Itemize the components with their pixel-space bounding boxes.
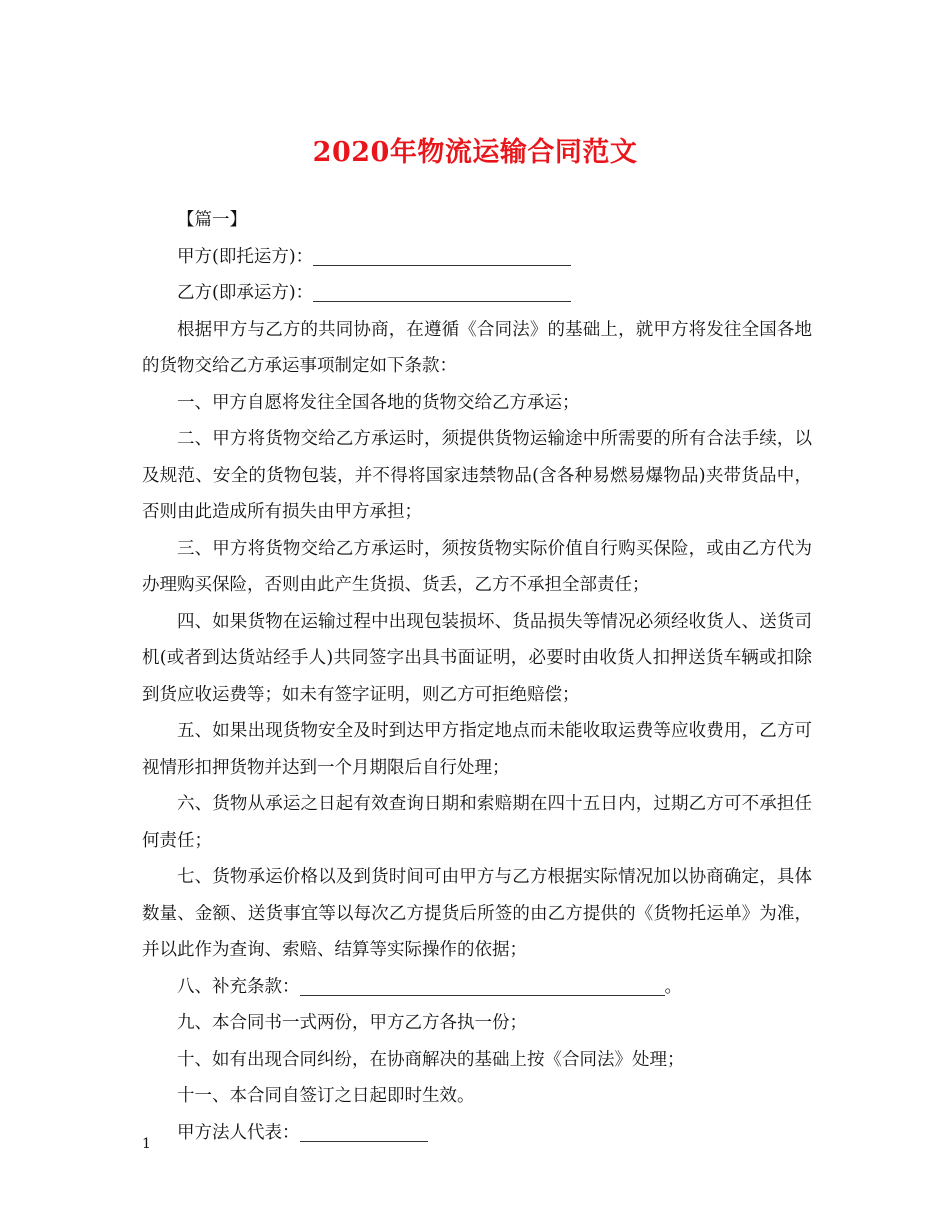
- clause-8-end: 。: [664, 976, 682, 997]
- clause-7: 七、货物承运价格以及到货时间可由甲方与乙方根据实际情况加以协商确定，具体数量、金额、送货事宜等以每次乙方提货后所签的由乙方提供的《货物托运单》为准，并以此作为查询、索赔、结算等实际操作的依据；: [142, 867, 812, 960]
- section-heading: 【篇一】: [177, 210, 247, 230]
- party-b-blank: [313, 279, 571, 302]
- clause-4: 四、如果货物在运输过程中出现包装损坏、货品损失等情况必须经收货人、送货司机(或者到达货站经手人)共同签字出具书面证明，必要时由收货人扣押送货车辆或扣除到货应收运费等；如未有签字证明，则乙方可拒绝赔偿；: [142, 611, 812, 705]
- clause-8-line: [142, 969, 812, 1006]
- clause-10: 十、如有出现合同纠纷，在协商解决的基础上按《合同法》处理；: [177, 1049, 685, 1070]
- clause-5: 五、如果出现货物安全及时到达甲方指定地点而未能收取运费等应收费用，乙方可视情形扣押货物并达到一个月期限后自行处理；: [142, 721, 812, 778]
- party-a-blank: [313, 243, 571, 266]
- signature-a-label: 甲方法人代表：: [177, 1122, 300, 1143]
- clause-2: 二、甲方将货物交给乙方承运时，须提供货物运输途中所需要的所有合法手续，以及规范、安全的货物包装，并不得将国家违禁物品(含各种易燃易爆物品)夹带货品中，否则由此造成所有损失由甲方承担；: [142, 429, 812, 522]
- clause-9: 九、本合同书一式两份，甲方乙方各执一份；: [177, 1013, 527, 1033]
- document-body: [142, 202, 812, 1151]
- supplement-blank: [300, 973, 665, 996]
- clause-1: 一、甲方自愿将发往全国各地的货物交给乙方承运；: [177, 392, 580, 413]
- party-b-line: [142, 275, 812, 312]
- party-a-line: [142, 239, 812, 276]
- party-b-label: 乙方(即承运方)：: [177, 283, 314, 303]
- page-number: 1: [142, 1136, 151, 1152]
- clause-8-label: 八、补充条款：: [177, 976, 300, 997]
- party-a-label: 甲方(即托运方)：: [177, 246, 314, 267]
- document-title: 2020年物流运输合同范文: [312, 137, 638, 168]
- clause-3: 三、甲方将货物交给乙方承运时，须按货物实际价值自行购买保险，或由乙方代为办理购买保险，否则由此产生货损、货丢，乙方不承担全部责任；: [142, 538, 812, 595]
- signature-a-blank: [300, 1119, 428, 1142]
- clause-6: 六、货物从承运之日起有效查询日期和索赔期在四十五日内，过期乙方可不承担任何责任；: [142, 794, 812, 851]
- clause-11: 十一、本合同自签订之日起即时生效。: [177, 1086, 475, 1106]
- intro-paragraph: 根据甲方与乙方的共同协商，在遵循《合同法》的基础上，就甲方将发往全国各地的货物交给乙方承运事项制定如下条款：: [142, 319, 812, 376]
- signature-a-line: [142, 1115, 812, 1152]
